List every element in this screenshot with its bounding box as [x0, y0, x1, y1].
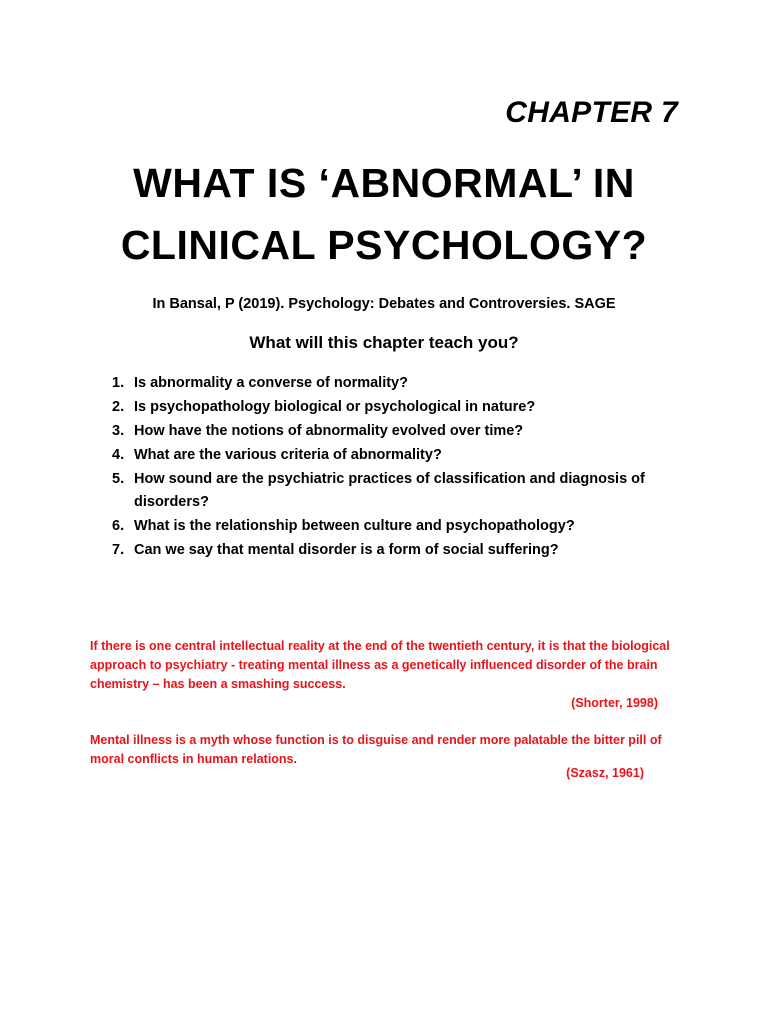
- list-item: [100, 420, 680, 443]
- list-item-number: 3.: [112, 423, 125, 439]
- list-item-text: How sound are the psychiatric practices of classification and diagnosis of disorders?: [134, 471, 645, 510]
- list-item-text: How have the notions of abnormality evolved over time?: [134, 423, 524, 439]
- learning-objectives-list: [100, 372, 680, 563]
- list-item-text: What are the various criteria of abnormality?: [134, 447, 442, 463]
- list-item-number: 7.: [112, 542, 125, 558]
- learning-objectives-heading: What will this chapter teach you?: [249, 333, 519, 352]
- list-item: [100, 396, 680, 419]
- list-item: [100, 515, 680, 538]
- list-item-number: 1.: [112, 375, 125, 391]
- epigraph-quote-szasz: Mental illness is a myth whose function is to disguise and render more palatable the bitter pill of moral conflicts in human relations.: [90, 733, 662, 766]
- list-item: [100, 468, 680, 514]
- list-item-text: Can we say that mental disorder is a form of social suffering?: [134, 542, 559, 558]
- chapter-title-line-1: WHAT IS ‘ABNORMAL’ IN: [133, 160, 635, 206]
- list-item-number: 2.: [112, 399, 125, 415]
- epigraph-attribution-szasz: (Szasz, 1961): [566, 766, 644, 780]
- list-item-number: 6.: [112, 518, 125, 534]
- chapter-title-line-2: CLINICAL PSYCHOLOGY?: [120, 222, 648, 268]
- list-item-number: 5.: [112, 471, 125, 487]
- epigraph-quote-shorter: If there is one central intellectual reality at the end of the twentieth century, it is that the biological approach to psychiatry - treating mental illness as a genetically influenced disorder of the brain chemistry – has been a smashing success.: [90, 639, 670, 691]
- source-citation: In Bansal, P (2019). Psychology: Debates and Controversies. SAGE: [152, 296, 616, 312]
- list-item: [100, 372, 680, 395]
- epigraph-attribution-shorter: (Shorter, 1998): [571, 696, 658, 710]
- list-item-text: Is psychopathology biological or psychological in nature?: [134, 399, 536, 415]
- list-item: [100, 539, 680, 562]
- list-item-text: What is the relationship between culture and psychopathology?: [134, 518, 575, 534]
- list-item-number: 4.: [112, 447, 125, 463]
- list-item-text: Is abnormality a converse of normality?: [134, 375, 408, 391]
- chapter-label: CHAPTER 7: [505, 96, 678, 129]
- list-item: [100, 444, 680, 467]
